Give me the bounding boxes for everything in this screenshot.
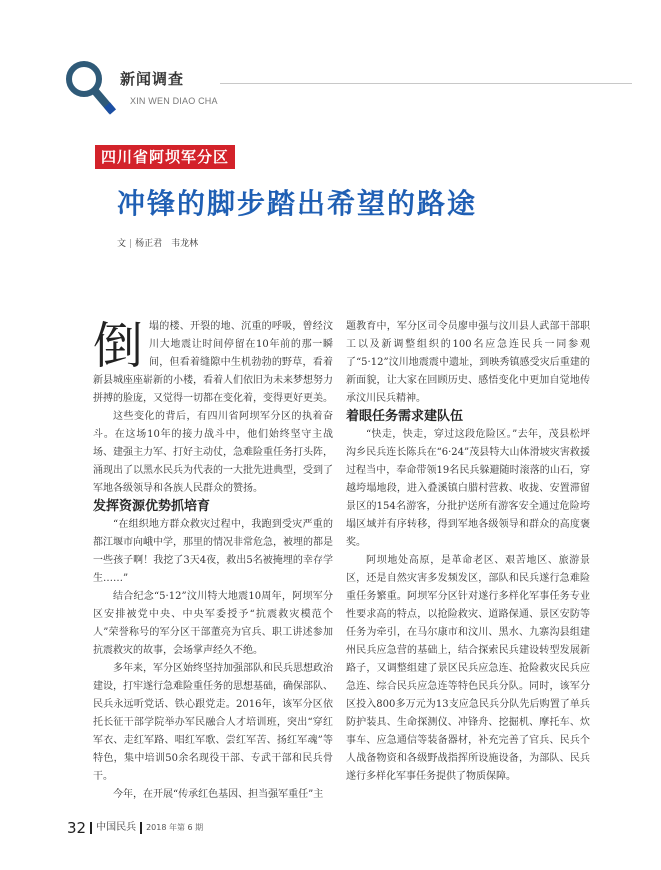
paragraph: 这些变化的背后，有四川省阿坝军分区的执着奋斗。在这场10年的接力战斗中，他们始终坚守主战场、建强主力军、打好主动仗，急难险重任务打头阵，涌现出了以黑水民兵为代表的一大批先进典型，受到了军地各级领导和各族人民群众的赞扬。	[93, 411, 333, 494]
paragraph: 阿坝地处高原，是革命老区、艰苦地区、旅游景区，还是自然灾害多发频发区，部队和民兵遂行急难险重任务繁重。阿坝军分区针对遂行多样化军事任务专业性要求高的特点，以抢险救灾、道路保通、景区安防等任务为牵引，在马尔康市和汶川、黑水、九寨沟县组建州民兵应急营的基础上，结合探索民兵建设转型发展新路子，又调整组建了景区民兵应急连、抢险救灾民兵应急连、综合民兵应急连等特色民兵分队。同时，该军分区投入800多万元为13支应急民兵分队先后购置了单兵防护装具、生命探测仪、冲锋舟、挖掘机、摩托车、炊事车、应急通信等装备器材，补充完善了官兵、民兵个人战备物资和各级野战指挥所设施设备，为部队、民兵遂行多样化军事任务提供了物质保障。	[346, 555, 590, 782]
section-pinyin: XIN WEN DIAO CHA	[130, 96, 218, 106]
magazine-name: 中国民兵	[96, 822, 137, 833]
header-divider	[220, 83, 632, 84]
article-body	[93, 318, 590, 804]
dropcap: 倒	[93, 317, 143, 375]
article-column-left	[93, 318, 333, 804]
page-footer	[67, 820, 203, 836]
lead-paragraph	[93, 318, 333, 408]
region-tag: 四川省阿坝军分区	[95, 145, 235, 169]
paragraph-continued: 题教育中，军分区司令员廖申强与汶川县人武部干部职工以及新调整组织的100名应急连民兵一同参观了“5·12”汶川地震震中遗址，到映秀镇感受灾后重建的新面貌，让大家在回顾历史、感悟变化中更加自觉地传承汶川民兵精神。	[346, 321, 590, 404]
byline-separator: |	[129, 239, 133, 249]
paragraph: 多年来，军分区始终坚持加强部队和民兵思想政治建设，打牢遂行急难险重任务的思想基础，确保部队、民兵永远听党话、铁心跟党走。2016年，该军分区依托长征干部学院举办军民融合人才培训班，突出“穿红军衣、走红军路、唱红军歌、尝红军苦、扬红军魂”等特色，集中培训50余名现役干部、专武干部和民兵骨干。	[93, 663, 333, 782]
footer-divider	[140, 822, 142, 834]
article-headline: 冲锋的脚步踏出希望的路途	[117, 187, 478, 220]
magnifier-icon	[62, 58, 118, 118]
page-number: 32	[67, 819, 87, 837]
byline	[117, 238, 198, 250]
byline-authors: 杨正君 韦龙林	[135, 239, 199, 249]
paragraph: “在组织地方群众救灾过程中，我跑到受灾严重的都江堰市向峨中学，那里的情况非常危急，被埋的都是一些孩子啊！我挖了3天4夜，救出5名被掩埋的幸存学生……”	[93, 519, 333, 584]
section-title: 新闻调查	[120, 70, 185, 88]
paragraph: “快走，快走，穿过这段危险区。”去年，茂县松坪沟乡民兵连长陈兵在“6·24”茂县特大山体滑坡灾害救援过程当中，奉命带领19名民兵躲避随时滚落的山石，穿越垮塌地段，进入叠溪镇白腊村营救、收拢、安置滞留景区的154名游客，分批护送所有游客安全通过危险垮塌区域并有序转移，得到军地各级领导和群众的高度褒奖。	[346, 429, 590, 548]
paragraph: 结合纪念“5·12”汶川特大地震10周年，阿坝军分区安排被党中央、中央军委授予“抗震救灾模范个人”荣誉称号的军分区干部董亮为官兵、职工讲述参加抗震救灾的故事，会场掌声经久不绝。	[93, 591, 333, 656]
paragraph: 今年，在开展“传承红色基因、担当强军重任”主	[113, 789, 324, 800]
footer-divider	[90, 822, 92, 834]
section-header	[62, 58, 642, 118]
article-column-right	[346, 318, 590, 786]
byline-prefix: 文	[117, 239, 127, 249]
issue-label: 2018 年第 6 期	[146, 823, 204, 832]
lead-text: 塌的楼、开裂的地、沉重的呼吸，曾经汶川大地震让时间停留在10年前的那一瞬间，但看着缝隙中生机勃勃的野草，看着新县城座座崭新的小楼，看着人们依旧为未来梦想努力拼搏的脸庞，又觉得一切都在变化着，变得更好更美。	[93, 321, 333, 404]
subhead: 着眼任务需求建队伍	[346, 409, 464, 424]
subhead: 发挥资源优势抓培育	[93, 499, 211, 514]
